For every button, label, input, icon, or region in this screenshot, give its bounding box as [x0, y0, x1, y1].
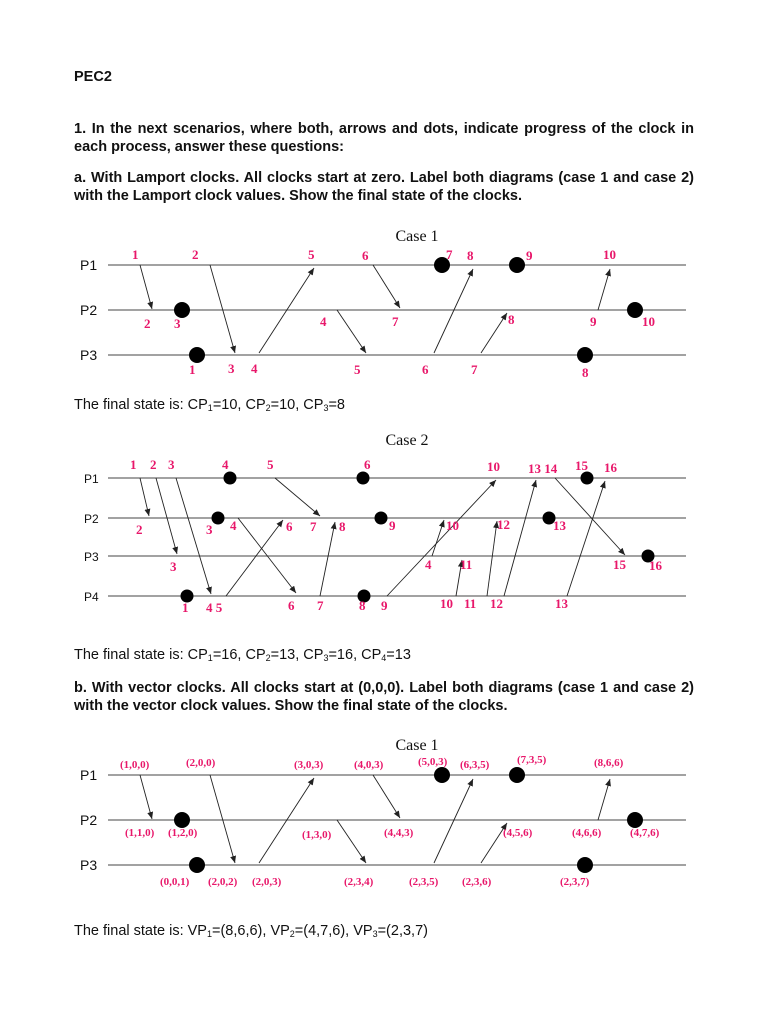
message-arrow — [373, 775, 400, 818]
clock-label: 3 — [228, 361, 235, 376]
clock-label: 13 — [553, 518, 566, 533]
clock-label: 9 — [526, 248, 533, 263]
clock-label: (3,0,3) — [294, 759, 324, 771]
message-arrow — [373, 265, 400, 308]
clock-label: 4 — [230, 518, 237, 533]
event-dot — [577, 347, 593, 363]
message-arrow — [210, 775, 235, 863]
final-state-value: $CP_2=13$, — [245, 647, 304, 663]
clock-label: 1 — [189, 362, 196, 377]
event-dot — [577, 857, 593, 873]
clock-label: 4 5 — [206, 600, 223, 615]
diagram-title: Case 2 — [385, 432, 429, 449]
clock-label: 4 — [222, 457, 229, 472]
clock-label: 3 — [206, 522, 213, 537]
question-1-text: 1. In the next scenarios, where both, arrows and dots, indicate progress of the clock in each process, answer these questions: — [74, 121, 694, 155]
message-arrow — [432, 520, 444, 556]
clock-label: (4,5,6) — [503, 827, 533, 839]
final-state-value: $VP_1=(8,6,6)$, — [187, 923, 271, 939]
event-dot — [581, 472, 594, 485]
clock-label: 3 — [174, 316, 181, 331]
clock-label: 5 — [308, 247, 315, 262]
clock-label: (0,0,1) — [160, 876, 190, 888]
clock-label: 9 — [590, 314, 597, 329]
clock-label: (5,0,3) — [418, 756, 448, 768]
clock-label: 13 14 — [528, 461, 558, 476]
event-dot — [375, 512, 388, 525]
clock-label: 13 — [555, 596, 568, 611]
clock-label: 7 — [392, 314, 399, 329]
clock-label: 6 — [288, 598, 295, 613]
process-label: P1 — [80, 257, 98, 273]
event-dot — [189, 857, 205, 873]
lamport-case1-diagram — [0, 222, 768, 388]
final-state-value: $CP_4=13$ — [361, 647, 411, 663]
part-a-text: a. With Lamport clocks. All clocks start at zero. Label both diagrams (case 1 and case 2) with the Lamport clock values. Show the final state of the clocks. — [74, 170, 694, 204]
process-label: P2 — [84, 512, 99, 526]
clock-label: 7 — [317, 598, 324, 613]
message-arrow — [481, 313, 507, 353]
clock-label: 9 — [389, 518, 396, 533]
message-arrow — [487, 521, 497, 596]
clock-label: (4,4,3) — [384, 827, 414, 839]
part-b-text: b. With vector clocks. All clocks start at (0,0,0). Label both diagrams (case 1 and case 2) with the vector clock values. Show the final state of the clocks. — [74, 680, 694, 714]
clock-label: (8,6,6) — [594, 757, 624, 769]
clock-label: 7 — [310, 519, 317, 534]
clock-label: (2,3,7) — [560, 876, 590, 888]
message-arrow — [140, 775, 152, 819]
clock-label: 2 — [192, 247, 199, 262]
clock-label: 1 — [182, 600, 189, 615]
clock-label: (7,3,5) — [517, 754, 547, 766]
clock-label: 6 — [286, 519, 293, 534]
clock-label: 15 — [613, 557, 626, 572]
final-state-value: $VP_2=(4,7,6)$, — [270, 923, 354, 939]
event-dot — [434, 767, 450, 783]
lamport-case2-diagram — [0, 428, 768, 616]
clock-label: 15 — [575, 458, 588, 473]
clock-label: (2,0,0) — [186, 757, 216, 769]
final-state-value: $CP_2=10$, — [245, 397, 304, 413]
final-state-lamport-case1 — [74, 396, 694, 417]
process-label: P3 — [80, 857, 98, 873]
clock-label: 9 — [381, 598, 388, 613]
clock-label: 2 — [150, 457, 157, 472]
process-label: P1 — [80, 767, 98, 783]
clock-label: (2,3,6) — [462, 876, 492, 888]
message-arrow — [504, 480, 536, 596]
message-arrow — [337, 820, 366, 863]
message-arrow — [387, 480, 496, 596]
clock-label: 8 — [582, 365, 589, 380]
clock-label: (1,1,0) — [125, 827, 155, 839]
message-arrow — [434, 269, 473, 353]
message-arrow — [140, 265, 152, 309]
clock-label: (1,3,0) — [302, 829, 332, 841]
clock-label: 4 — [425, 557, 432, 572]
clock-label: (2,3,5) — [409, 876, 439, 888]
clock-label: 10 — [603, 247, 616, 262]
clock-label: 12 — [497, 517, 510, 532]
final-state-value: $CP_3=8$ — [303, 397, 346, 413]
clock-label: 4 — [251, 361, 258, 376]
clock-label: 8 — [359, 598, 366, 613]
final-state-value: $VP_3=(2,3,7)$ — [353, 923, 428, 939]
clock-label: 2 — [136, 522, 143, 537]
clock-label: (4,7,6) — [630, 827, 660, 839]
clock-label: (1,2,0) — [168, 827, 198, 839]
clock-label: 8 — [508, 312, 515, 327]
message-arrow — [140, 478, 149, 516]
event-dot — [627, 302, 643, 318]
process-label: P2 — [80, 812, 98, 828]
clock-label: 8 — [467, 248, 474, 263]
final-state-lamport-case2 — [74, 646, 694, 667]
clock-label: (2,3,4) — [344, 876, 374, 888]
final-state-prefix: The final state is: — [74, 923, 188, 939]
event-dot — [627, 812, 643, 828]
clock-label: 11 — [460, 557, 473, 572]
final-state-value: $CP_3=16$, — [303, 647, 362, 663]
clock-label: 6 — [362, 248, 369, 263]
clock-label: 7 — [471, 362, 478, 377]
event-dot — [509, 257, 525, 273]
event-dot — [357, 472, 370, 485]
event-dot — [212, 512, 225, 525]
clock-label: 16 — [604, 460, 617, 475]
clock-label: 3 — [170, 559, 177, 574]
clock-label: 7 — [446, 247, 453, 262]
clock-label: (4,0,3) — [354, 759, 384, 771]
clock-label: 10 — [440, 596, 453, 611]
clock-label: 3 — [168, 457, 175, 472]
message-arrow — [156, 478, 177, 554]
event-dot — [189, 347, 205, 363]
final-state-value: $CP_1=10$, — [187, 397, 246, 413]
clock-label: 10 — [642, 314, 655, 329]
final-state-prefix: The final state is: — [74, 397, 188, 413]
vector-case1-diagram — [0, 732, 768, 892]
clock-label: 12 — [490, 596, 503, 611]
final-state-vector-case1 — [74, 922, 694, 943]
process-label: P3 — [84, 550, 99, 564]
clock-label: (2,0,3) — [252, 876, 282, 888]
clock-label: (4,6,6) — [572, 827, 602, 839]
final-state-value: $CP_1=16$, — [187, 647, 246, 663]
process-label: P2 — [80, 302, 98, 318]
clock-label: 1 — [132, 247, 139, 262]
clock-label: 10 — [446, 518, 459, 533]
message-arrow — [567, 481, 605, 596]
clock-label: 4 — [320, 314, 327, 329]
message-arrow — [598, 269, 610, 310]
message-arrow — [434, 779, 473, 863]
diagram-title: Case 1 — [395, 737, 439, 754]
clock-label: 16 — [649, 558, 662, 573]
message-arrow — [210, 265, 235, 353]
clock-label: (2,0,2) — [208, 876, 238, 888]
event-dot — [509, 767, 525, 783]
clock-label: 5 — [354, 362, 361, 377]
message-arrow — [275, 478, 320, 516]
page-heading: PEC2 — [74, 69, 112, 85]
message-arrow — [337, 310, 366, 353]
final-state-prefix: The final state is: — [74, 647, 188, 663]
process-label: P4 — [84, 590, 99, 604]
clock-label: 11 — [464, 596, 477, 611]
clock-label: 6 — [422, 362, 429, 377]
clock-label: 10 — [487, 459, 500, 474]
event-dot — [224, 472, 237, 485]
clock-label: (6,3,5) — [460, 759, 490, 771]
message-arrow — [555, 478, 625, 555]
diagram-title: Case 1 — [395, 228, 439, 245]
process-label: P1 — [84, 472, 99, 486]
clock-label: 8 — [339, 519, 346, 534]
event-dot — [174, 812, 190, 828]
clock-label: 5 — [267, 457, 274, 472]
clock-label: 6 — [364, 457, 371, 472]
clock-label: 2 — [144, 316, 151, 331]
message-arrow — [598, 779, 610, 820]
message-arrow — [320, 522, 335, 596]
clock-label: 1 — [130, 457, 137, 472]
process-label: P3 — [80, 347, 98, 363]
clock-label: (1,0,0) — [120, 759, 150, 771]
